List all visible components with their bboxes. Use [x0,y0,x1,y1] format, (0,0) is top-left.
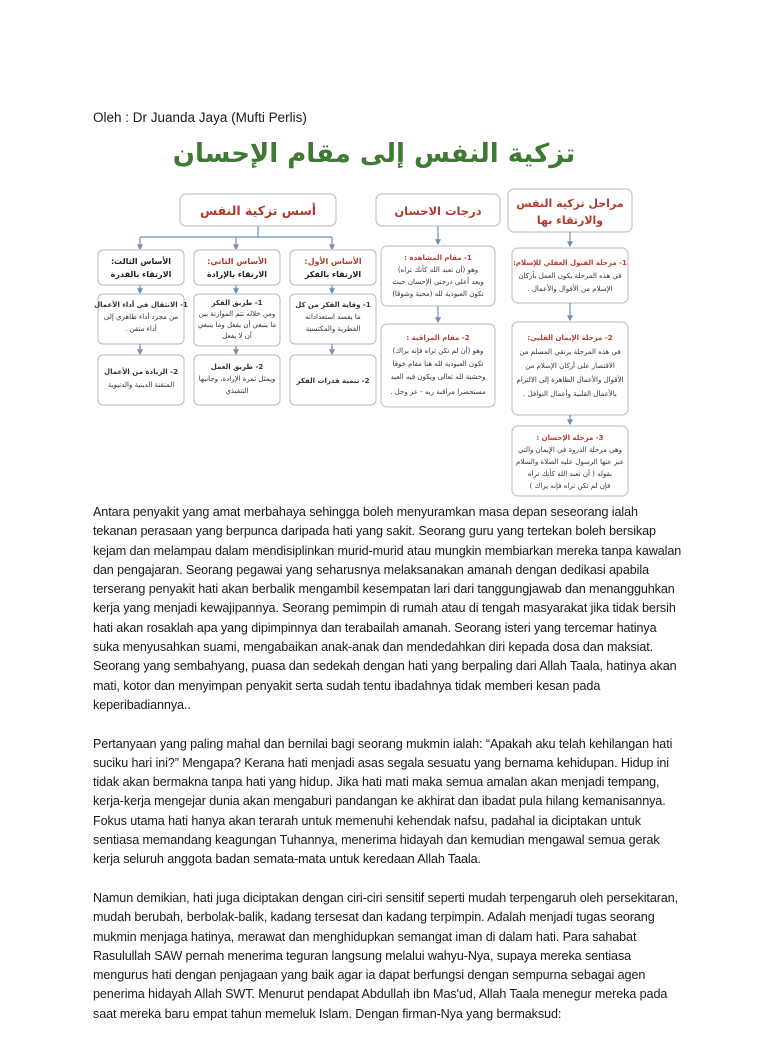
row2-1-l2: ما يفسد استعداداته [305,313,361,321]
subhead-2-line1: الأساس الثاني: [207,257,267,266]
right-2-l2: في هذه المرحلة يرتقي المسلم من [519,348,621,356]
subhead-3-line2: الارتقاء بالقدرة [110,270,172,279]
row2-2-l2: ومن خلاله تتم الموازنة بين [198,310,276,318]
row3-2-l2: ويمثل ثمرة الإرادة، وجانبها [198,375,276,383]
subhead-box-3 [98,250,184,285]
right-2-l5: بالأعمال القلبية وأعمال النوافل . [523,390,617,398]
subhead-box-1 [290,250,376,285]
row2-1-l3: الفطرية والمكتسبة [305,325,361,333]
header-right-line1: مراحل تزكية النفس [516,197,624,210]
row2-2-l3: ما ينبغي أن يفعل وما ينبغي [197,321,277,329]
row2-2-l4: أن لا يفعل [222,332,252,340]
right-3-l3: عبر عنها الرسول عليه الصلاة والسلام [516,458,624,466]
paragraph-2: Pertanyaan yang paling mahal dan bernilai bagi seorang mukmin ialah: “Apakah aku telah kehilangan hati suciku hari ini?” Mengapa? Kerana hati menjadi asas segala sesuatu yang bernama kehidupan. Hidup ini tidak akan bermakna tanpa hati yang hidup. Jika hati mati maka semua amalan akan menjadi tempang, kerja-kerja mengejar dunia akan mengaburi pandangan ke akhirat dan ibadat pula hilang kemanisannya. Fokus utama hati hanya akan terarah untuk memenuhi kehendak nafsu, padahal ia diciptakan untuk sentiasa memandang keagungan Tuhannya, menerima hidayah dan kemudian mengawal semua gerak kerja seluruh anggota badan semata-mata untuk keredaan Allah Taala. [93,736,673,867]
header-right-line2: والارتقاء بها [536,214,604,227]
row2-3-l3: أداء متقن . [125,325,157,333]
diagram-canvas [92,134,672,500]
right-1-l1: 1- مرحلة القبول العقلي للإسلام: [513,259,627,267]
middle-1-l3: ويعد أعلى درجتي الإحسان حيث [392,278,484,286]
right-3-l1: 3- مرحلة الإحسان : [536,434,604,442]
header-left-text: أسس تزكية النفس [199,203,317,218]
middle-2-l4: وخشية لله تعالى ويكون فيه العبد [390,373,486,381]
row3-2-l3: التنفيذي [225,387,249,395]
right-2-l4: الأقوال والأعمال الظاهرة إلى الالتزام [516,376,624,384]
paragraph-3: Namun demikian, hati juga diciptakan dengan ciri-ciri sensitif seperti mudah terpengaruh oleh persekitaran, mudah berubah, berbolak-balik, kadang tersesat dan kadang terpimpin. Adalah menjadi tugas seorang mukmin menjaga hatinya, merawat dan menghidupkan semangat iman di dalam hati. Para sahabat Rasulullah SAW pernah menerima teguran langsung melalui wahyu-Nya, supaya mereka sentiasa mengurus hati dengan penjagaan yang baik agar ia dapat berfungsi dengan sempurna sebagai agen penerima hidayah Allah SWT. Menurut pendapat Abdullah ibn Mas'ud, Allah Taala menegur mereka pada saat mereka baru empat tahun memeluk Islam. Dengan firman-Nya yang bermaksud: [93,890,679,1021]
row3-1-l1: 2- تنمية قدرات الفكر [296,377,370,385]
tazkiyah-diagram [92,134,672,500]
diagram-title: تزكية النفس إلى مقام الإحسان [172,139,576,169]
middle-2-l1: 2- مقام المراقبة : [406,334,470,342]
right-3-l2: وهي مرحلة الذروة في الإيمان والتي [517,446,623,454]
right-2-l1: 2- مرحلة الإيمان القلبي: [527,334,613,342]
paragraph-1: Antara penyakit yang amat merbahaya sehingga boleh menyuramkan masa depan seseorang ialah tekanan perasaan yang berpunca daripada hati yang sakit. Seorang guru yang tertekan boleh bersikap kejam dan melampau dalam mendisiplinkan murid-murid atau mungkin membiarkan mereka tanpa kawalan dan pengajaran. Seorang pegawai yang seharusnya melaksanakan amanah dengan dedikasi apabila terserang penyakit hati akan berbalik mengambil kesempatan lari dari tanggungjawab dan menangguhkan kerja yang menjadi kewajipannya. Seorang pemimpin di rumah atau di tengah masyarakat jika tidak bersih hati akan rosaklah apa yang dipimpinnya dan terabailah amanah. Seorang isteri yang tercemar hatinya suka menyusahkan suami, mengabaikan anak-anak dan mendedahkan diri kepada dosa dan maksiat. Seorang yang sembahyang, puasa dan sedekah dengan hati yang berpaling dari Allah Taala, hatinya akan mati, kotor dan menyimpan penyakit serta sudah tentu ibadahnya tidak memberi kesan pada keperibadiannya.. [93,505,682,712]
subhead-1-line1: الأساس الأول: [304,257,362,266]
row3-3-l2: المتقنة الدينية والدنيوية [107,381,175,389]
row2-2-l1: 1- طريق الفكر [211,299,263,307]
row2-box-1-text [295,301,371,333]
right-box-1-text [513,259,627,293]
row2-3-l1: 1- الانتقال في أداء الأعمال [94,301,188,309]
author-line: Oleh : Dr Juanda Jaya (Mufti Perlis) [93,110,307,125]
middle-1-l4: تكون العبودية لله (محبة وشوقا) [392,290,484,298]
middle-2-l2: وهو (أن لم تكن تراه فإنه يراك) [392,347,484,355]
subhead-2-line2: الارتقاء بالإرادة [206,270,268,279]
middle-2-l5: مستحضرا مراقبة ربه - عز وجل . [390,388,486,396]
right-1-l2: في هذه المرحلة يكون العمل بأركان [518,272,622,280]
subhead-box-2 [194,250,280,285]
right-1-l3: الإسلام من الأقوال والأعمال . [527,285,613,293]
subhead-1-line2: الارتقاء بالفكر [304,270,362,279]
middle-1-l1: 1- مقام المشاهدة : [404,254,472,262]
right-2-l3: الاقتصار على أركان الإسلام من [525,362,615,370]
subhead-3-line1: الأساس الثالث: [110,257,172,266]
right-3-l4: بقوله ( أن تعبد الله كأنك تراه [527,470,613,478]
header-middle-text: درجات الاحسان [394,204,482,218]
row3-2-l1: 2- طريق العمل [210,363,264,371]
article-body [93,503,683,1043]
row2-1-l1: 1- وقاية الفكر من كل [295,301,371,309]
row3-box-3 [98,355,184,405]
right-3-l5: فإن لم تكن تراه فإنه يراك ) [529,482,611,490]
middle-1-l2: وهو (أن تعبد الله كأنك تراه) [397,266,479,274]
middle-2-l3: تكون العبودية لله هنا مقام خوفا [392,360,484,368]
row3-3-l1: 2- الزيادة من الأعمال [104,368,178,376]
row2-3-l2: من مجرد أداء ظاهري إلى [103,313,179,321]
